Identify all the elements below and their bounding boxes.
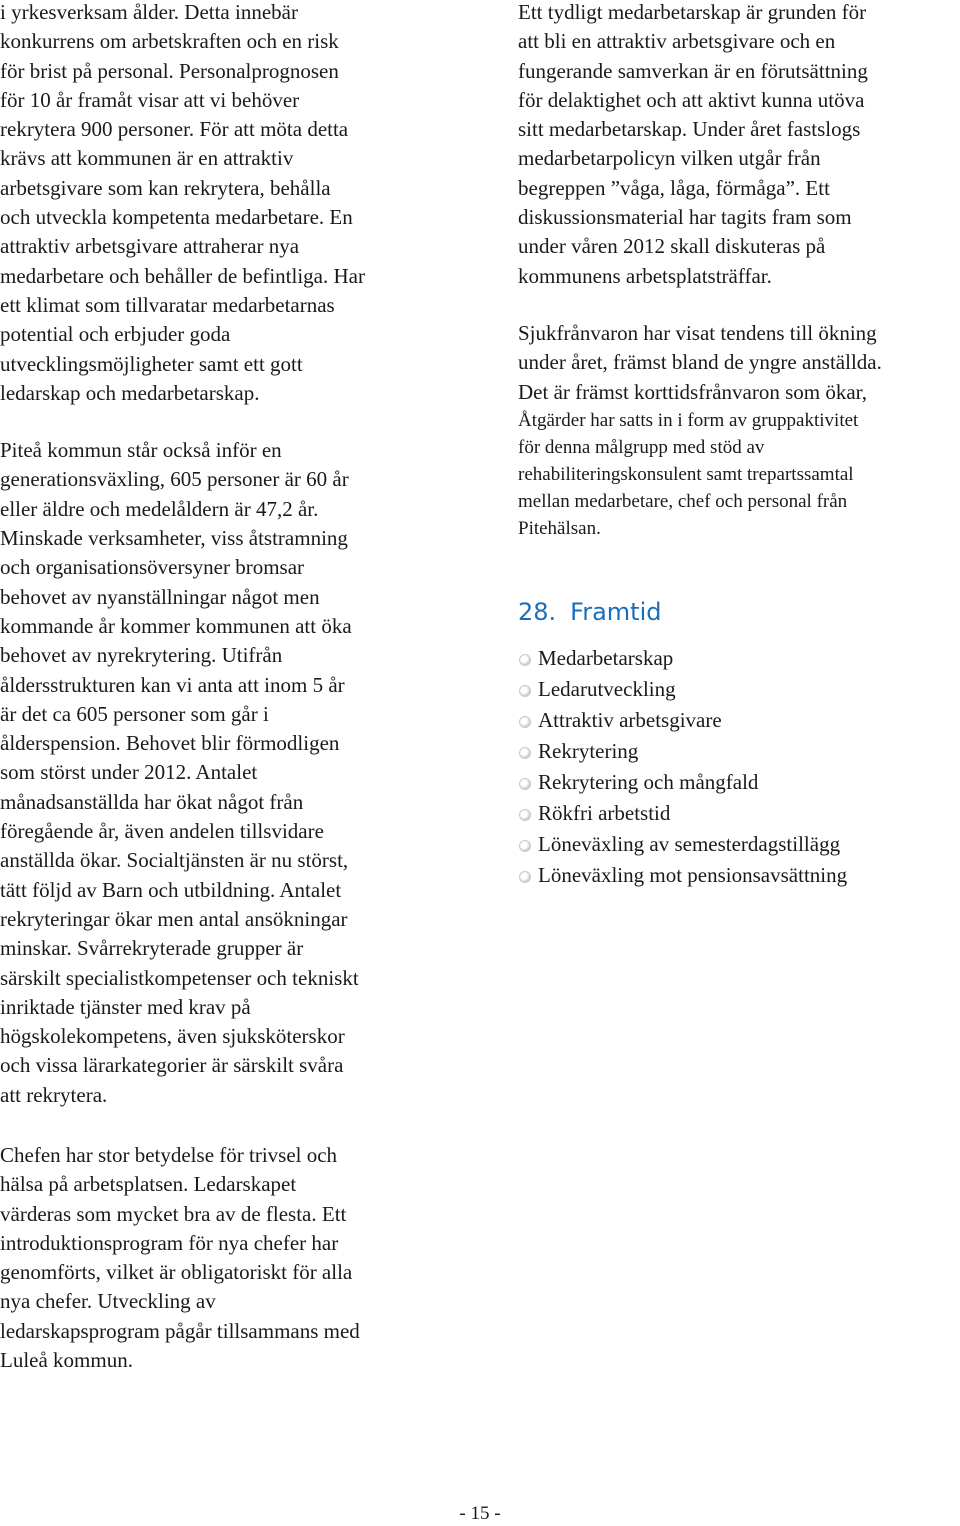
list-item-label: Ledarutveckling [538,676,676,701]
list-item-label: Rekrytering [538,738,639,763]
list-item [518,829,960,860]
list-item-label: Löneväxling mot pensionsavsättning [538,862,848,887]
list-item [518,674,960,705]
bullet-icon [519,778,531,790]
bullet-icon [519,840,531,852]
section-number: 28. [518,597,557,626]
body-paragraph: i yrkesverksam ålder. Detta innebär konkurrens om arbetskraften och en risk för brist på personal. Personalprognosen för 10 år framåt visar att vi behöver rekrytera 900 personer. För att möta detta krävs att kommunen är en attraktiv arbetsgivare som kan rekrytera, behålla och utveckla kompetenta medarbetare. En attraktiv arbetsgivare attraherar nya medarbetare och behåller de befintliga. Har ett klimat som tillvaratar medarbetarnas potential och erbjuder goda utvecklingsmöjligheter samt ett gott ledarskap och medarbetarskap. [0,0,365,405]
list-item [518,860,960,891]
list-item-label: Attraktiv arbetsgivare [538,707,722,732]
list-item-label: Rekrytering och mångfald [538,769,759,794]
body-paragraph: Ett tydligt medarbetarskap är grunden för att bli en attraktiv arbetsgivare och en fungerande samverkan är en förutsättning för delaktighet och att aktivt kunna utöva sitt medarbetarskap. Under året fastslogs medarbetarpolicyn vilken utgår från begreppen ”våga, låga, förmåga”. Ett diskussionsmaterial har tagits fram som under våren 2012 skall diskuteras på kommunens arbetsplatsträffar. [518,0,868,288]
body-paragraph: Piteå kommun står också inför en generationsväxling, 605 personer är 60 år eller äldre och medelåldern är 47,2 år. Minskade verksamheter, viss åtstramning och organisationsöversyner bromsar behovet av nyanställningar något men kommande år kommer kommunen att öka behovet av nyrekrytering. Utifrån åldersstrukturen kan vi anta att inom 5 år är det ca 605 personer som går i ålderspension. Behovet blir förmodligen som störst under 2012. Antalet månadsanställda har ökat något från föregående år, även andelen tillsvidare anställda ökar. Socialtjänsten är nu störst, tätt följd av Barn och utbildning. Antalet rekryteringar ökar men antal ansökningar minskar. Svårrekryterade grupper är särskilt specialistkompetenser och tekniskt inriktade tjänster med krav på högskolekompetens, även sjuksköterskor och vissa lärarkategorier är särskilt svåra att rekrytera. [0,438,359,1107]
list-item-label: Medarbetarskap [538,645,674,670]
bullet-icon [519,747,531,759]
body-paragraph: Åtgärder har satts in i form av gruppaktivitet för denna målgrupp med stöd av rehabiliteringskonsulent samt trepartssamtal mellan medarbetare, chef och personal från Pitehälsan. [518,409,859,539]
page-number: - 15 - [459,1503,501,1524]
bullet-icon [519,654,531,666]
bullet-icon [519,809,531,821]
list-item-label: Rökfri arbetstid [538,800,671,825]
list-item [518,767,960,798]
bullet-list [518,643,960,891]
list-item [518,798,960,829]
right-column [518,0,960,891]
body-paragraph: Chefen har stor betydelse för trivsel och hälsa på arbetsplatsen. Ledarskapet värderas som mycket bra av de flesta. Ett introduktionsprogram för nya chefer har genomförts, vilket är obligatoriskt för alla nya chefer. Utveckling av ledarskapsprogram pågår tillsammans med Luleå kommun. [0,1142,360,1373]
body-paragraph: Sjukfrånvaron har visat tendens till ökning under året, främst bland de yngre anställda. Det är främst korttidsfrånvaron som ökar, [518,320,882,404]
list-item [518,736,960,767]
bullet-icon [519,685,531,697]
list-item-label: Löneväxling av semesterdagstillägg [538,831,841,856]
bullet-icon [519,716,531,728]
list-item [518,705,960,736]
list-item [518,643,960,674]
section-title: Framtid [570,597,662,626]
left-column [0,0,445,1375]
bullet-icon [519,871,531,883]
section-heading [518,597,960,627]
